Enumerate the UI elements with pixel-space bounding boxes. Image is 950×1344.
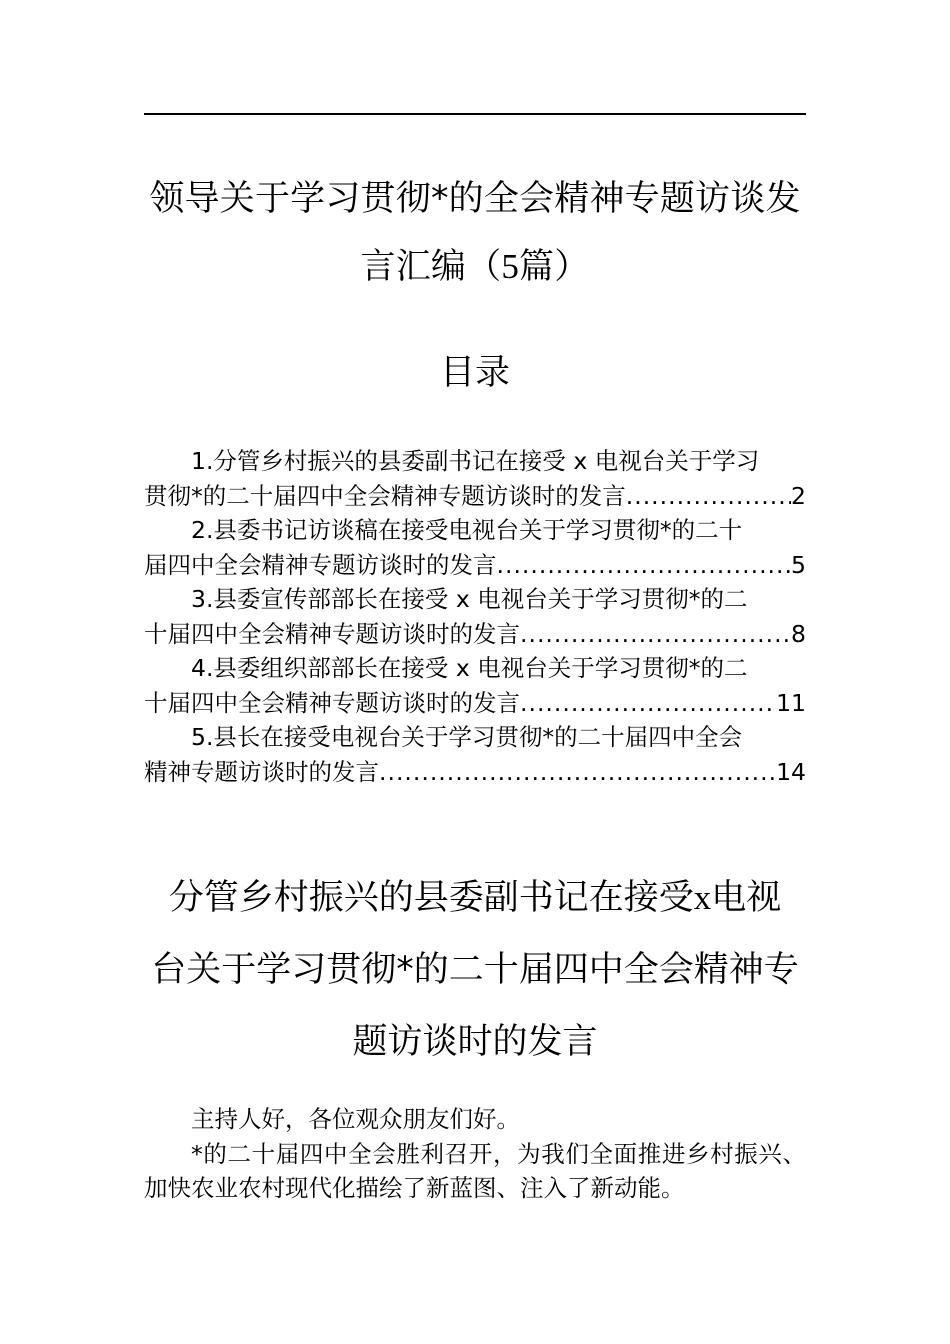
- toc-dot-leader: [520, 686, 776, 721]
- toc-entry-number: 1.: [191, 447, 214, 475]
- toc-entry-number: 5.: [191, 723, 214, 751]
- toc-entry-number: 4.: [191, 654, 214, 682]
- title-line-2-prefix: 言汇编（: [360, 247, 502, 287]
- toc-page-number: 14: [776, 757, 806, 786]
- toc-entry-number: 2.: [191, 516, 214, 544]
- section-title-line-2: 台关于学习贯彻*的二十届四中全会精神专: [151, 950, 799, 990]
- toc-dot-leader: [379, 755, 776, 790]
- toc-entry-title-end: 贯彻*的二十届四中全会精神专题访谈时的发言: [144, 481, 626, 510]
- toc-page-number: 11: [776, 688, 806, 717]
- toc-entry-title-end: 届四中全会精神专题访谈时的发言: [144, 550, 497, 579]
- toc-entry-3[interactable]: [144, 582, 806, 651]
- title-line-2-suffix: 篇）: [519, 247, 590, 287]
- toc-dot-leader: [497, 548, 792, 583]
- paragraph-intro: *的二十届四中全会胜利召开，为我们全面推进乡村振兴、加快农业农村现代化描绘了新蓝图、注入了新动能。: [144, 1139, 806, 1202]
- toc-entry-title-start: 分管乡村振兴的县委副书记在接受 x 电视台关于学习: [213, 447, 760, 475]
- toc-entry-1[interactable]: [144, 444, 806, 513]
- section-title-x: x: [693, 878, 712, 917]
- toc-entry-title-start: 县委宣传部部长在接受 x 电视台关于学习贯彻*的二: [213, 585, 748, 613]
- section-title-line-1-prefix: 分管乡村振兴的县委副书记在接受: [168, 878, 694, 918]
- toc-entry-title-start: 县长在接受电视台关于学习贯彻*的二十届四中全会: [213, 723, 743, 751]
- toc-entry-5[interactable]: [144, 720, 806, 789]
- toc-heading: 目录: [439, 353, 510, 393]
- section-title: [144, 862, 806, 1078]
- toc-entry-number: 3.: [191, 585, 214, 613]
- title-article-count: 5: [501, 247, 520, 286]
- toc-dot-leader: [520, 617, 791, 652]
- toc-entry-title-end: 精神专题访谈时的发言: [144, 757, 379, 786]
- toc-entry-title-start: 县委书记访谈稿在接受电视台关于学习贯彻*的二十: [213, 516, 743, 544]
- header-rule: [144, 113, 806, 115]
- body-text: [144, 1102, 806, 1206]
- toc-page-number: 5: [791, 550, 806, 579]
- paragraph-greeting: 主持人好，各位观众朋友们好。: [191, 1105, 520, 1133]
- document-title: [144, 165, 806, 301]
- toc-entry-2[interactable]: [144, 513, 806, 582]
- toc-page-number: 8: [791, 619, 806, 648]
- toc-entry-4[interactable]: [144, 651, 806, 720]
- toc-entry-title-start: 县委组织部部长在接受 x 电视台关于学习贯彻*的二: [213, 654, 748, 682]
- section-title-line-1-suffix: 电视: [711, 878, 782, 918]
- table-of-contents: [144, 444, 806, 789]
- toc-entry-title-end: 十届四中全会精神专题访谈时的发言: [144, 688, 520, 717]
- title-line-1: 领导关于学习贯彻*的全会精神专题访谈发: [149, 179, 801, 219]
- toc-entry-title-end: 十届四中全会精神专题访谈时的发言: [144, 619, 520, 648]
- toc-dot-leader: [626, 479, 791, 514]
- toc-page-number: 2: [791, 481, 806, 510]
- section-title-line-3: 题访谈时的发言: [352, 1022, 598, 1062]
